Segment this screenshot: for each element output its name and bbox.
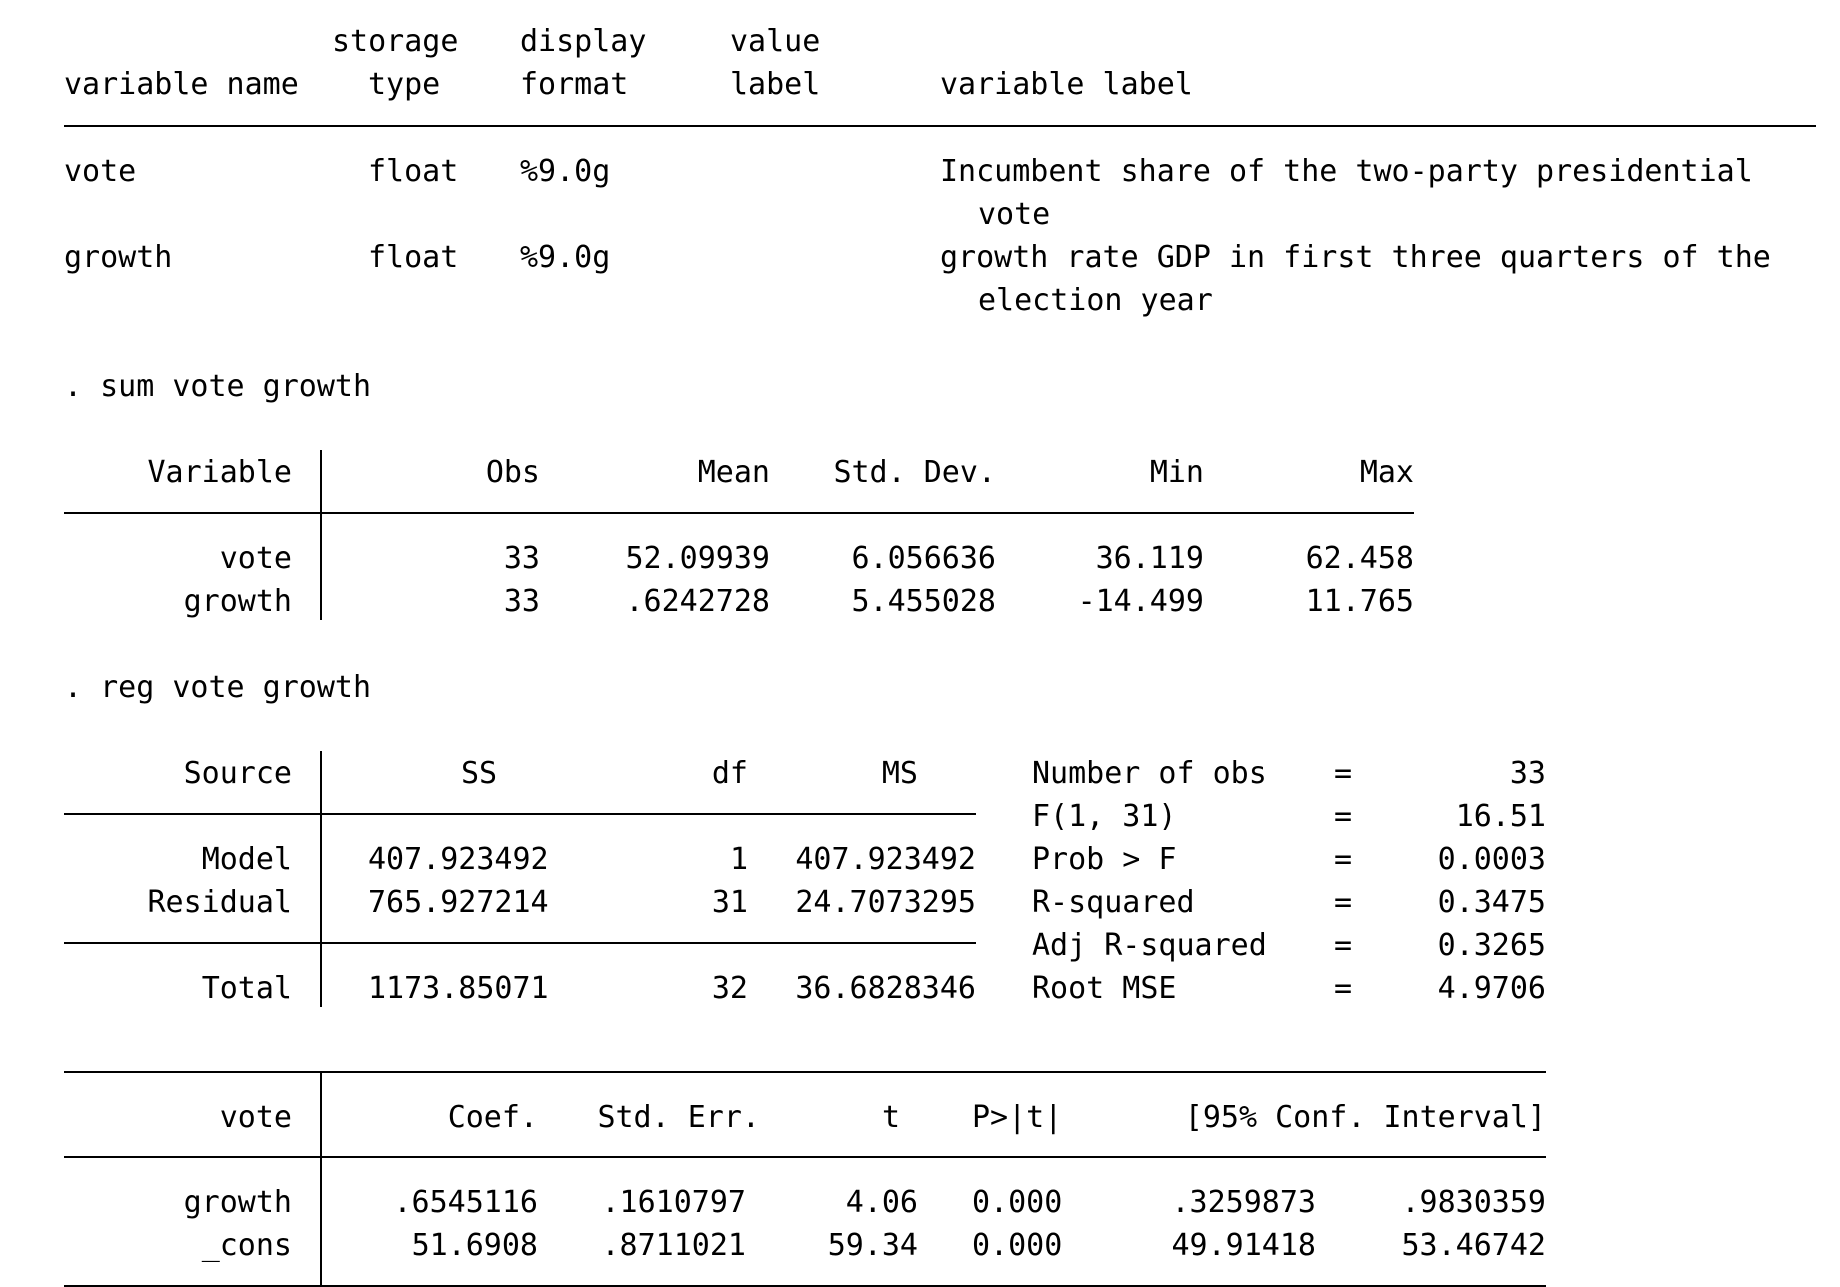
coef-cell-t: 59.34 (827, 1228, 918, 1263)
describe-var-label-wrap: vote (978, 197, 1051, 232)
anova-cell-ms: 407.923492 (795, 842, 976, 877)
fit-label-prob-f: Prob > F (1032, 842, 1177, 877)
anova-cell-ms: 36.6828346 (795, 971, 976, 1006)
fit-value-adj-r-squared: 0.3265 (1437, 928, 1546, 963)
summary-header-divider (64, 512, 1414, 514)
anova-cell-ss: 1173.85071 (368, 971, 549, 1006)
summary-header-sd: Std. Dev. (833, 455, 996, 490)
coef-top-rule (64, 1071, 1546, 1073)
summary-cell-sd: 6.056636 (851, 541, 996, 576)
summary-header-min: Min (1149, 455, 1204, 490)
summary-cell-obs: 33 (503, 541, 540, 576)
describe-var-name: vote (64, 154, 137, 189)
anova-cell-df: 31 (711, 885, 748, 920)
fit-eq: = (1334, 799, 1353, 834)
summary-cell-sd: 5.455028 (851, 584, 996, 619)
summary-vertical-divider (320, 450, 322, 620)
fit-label-adj-r-squared: Adj R-squared (1032, 928, 1267, 963)
header-variable-name: variable name (64, 67, 299, 102)
describe-var-type: float (368, 154, 459, 189)
header-value-bottom: label (730, 67, 821, 102)
header-value-top: value (730, 24, 821, 59)
summary-header-variable: Variable (147, 455, 292, 490)
fit-value-r-squared: 0.3475 (1437, 885, 1546, 920)
coef-cell-name: _cons (201, 1228, 292, 1263)
coef-cell-ci-low: .3259873 (1171, 1185, 1316, 1220)
header-storage-top: storage (332, 24, 459, 59)
anova-total-divider (64, 942, 976, 944)
coef-header-ci: [95% Conf. Interval] (1184, 1100, 1546, 1135)
header-display-bottom: format (520, 67, 629, 102)
describe-var-label-wrap: election year (978, 283, 1213, 318)
anova-cell-source: Model (201, 842, 292, 877)
header-variable-label: variable label (940, 67, 1193, 102)
coef-cell-coef: 51.6908 (411, 1228, 538, 1263)
fit-label-r-squared: R-squared (1032, 885, 1195, 920)
anova-cell-source: Residual (147, 885, 292, 920)
summary-cell-max: 62.458 (1305, 541, 1414, 576)
anova-cell-df: 1 (729, 842, 748, 877)
header-storage-bottom: type (368, 67, 441, 102)
fit-eq: = (1334, 756, 1353, 791)
coef-header-coef: Coef. (447, 1100, 538, 1135)
summary-header-obs: Obs (485, 455, 540, 490)
summary-cell-mean: .6242728 (625, 584, 770, 619)
anova-cell-ss: 407.923492 (368, 842, 549, 877)
fit-eq: = (1334, 928, 1353, 963)
describe-var-label: Incumbent share of the two-party presidential (940, 154, 1753, 189)
reg-command-line: . reg vote growth (64, 670, 372, 705)
coef-header-p: P>|t| (972, 1100, 1063, 1135)
summary-cell-variable: growth (183, 584, 292, 619)
anova-cell-ms: 24.7073295 (795, 885, 976, 920)
summary-cell-mean: 52.09939 (625, 541, 770, 576)
describe-var-label: growth rate GDP in first three quarters of the (940, 240, 1771, 275)
summary-cell-min: 36.119 (1095, 541, 1204, 576)
coef-cell-ci-high: 53.46742 (1401, 1228, 1546, 1263)
anova-cell-source: Total (201, 971, 292, 1006)
fit-label-nobs: Number of obs (1032, 756, 1267, 791)
fit-value-root-mse: 4.9706 (1437, 971, 1546, 1006)
coef-cell-p: 0.000 (972, 1185, 1063, 1220)
summary-cell-min: -14.499 (1077, 584, 1204, 619)
anova-header-ss: SS (460, 756, 498, 791)
coef-cell-name: growth (183, 1185, 292, 1220)
summary-cell-variable: vote (219, 541, 292, 576)
coef-header-t: t (881, 1100, 900, 1135)
coef-cell-coef: .6545116 (393, 1185, 538, 1220)
describe-var-name: growth (64, 240, 173, 275)
fit-value-f: 16.51 (1455, 799, 1546, 834)
fit-label-f: F(1, 31) (1032, 799, 1177, 834)
fit-value-nobs: 33 (1509, 756, 1546, 791)
sum-command-line: . sum vote growth (64, 369, 372, 404)
coef-cell-p: 0.000 (972, 1228, 1063, 1263)
describe-divider (64, 125, 1816, 127)
coef-cell-se: .1610797 (601, 1185, 746, 1220)
anova-vertical-divider (320, 751, 322, 1007)
coef-cell-se: .8711021 (601, 1228, 746, 1263)
describe-var-format: %9.0g (520, 154, 611, 189)
summary-header-mean: Mean (697, 455, 770, 490)
anova-header-divider (64, 813, 976, 815)
summary-cell-max: 11.765 (1305, 584, 1414, 619)
fit-eq: = (1334, 842, 1353, 877)
coef-cell-t: 4.06 (845, 1185, 918, 1220)
fit-label-root-mse: Root MSE (1032, 971, 1177, 1006)
header-display-top: display (520, 24, 647, 59)
coef-header-se: Std. Err. (597, 1100, 760, 1135)
fit-value-prob-f: 0.0003 (1437, 842, 1546, 877)
anova-header-source: Source (183, 756, 292, 791)
anova-header-df: df (711, 756, 748, 791)
coef-cell-ci-low: 49.91418 (1171, 1228, 1316, 1263)
coef-header-divider (64, 1156, 1546, 1158)
describe-var-type: float (368, 240, 459, 275)
coef-header-depvar: vote (219, 1100, 292, 1135)
anova-cell-df: 32 (711, 971, 748, 1006)
anova-header-ms: MS (881, 756, 918, 791)
anova-cell-ss: 765.927214 (368, 885, 549, 920)
summary-cell-obs: 33 (503, 584, 540, 619)
fit-eq: = (1334, 885, 1353, 920)
coef-cell-ci-high: .9830359 (1401, 1185, 1546, 1220)
describe-var-format: %9.0g (520, 240, 611, 275)
coef-vertical-divider (320, 1071, 322, 1287)
fit-eq: = (1334, 971, 1353, 1006)
summary-header-max: Max (1359, 455, 1414, 490)
